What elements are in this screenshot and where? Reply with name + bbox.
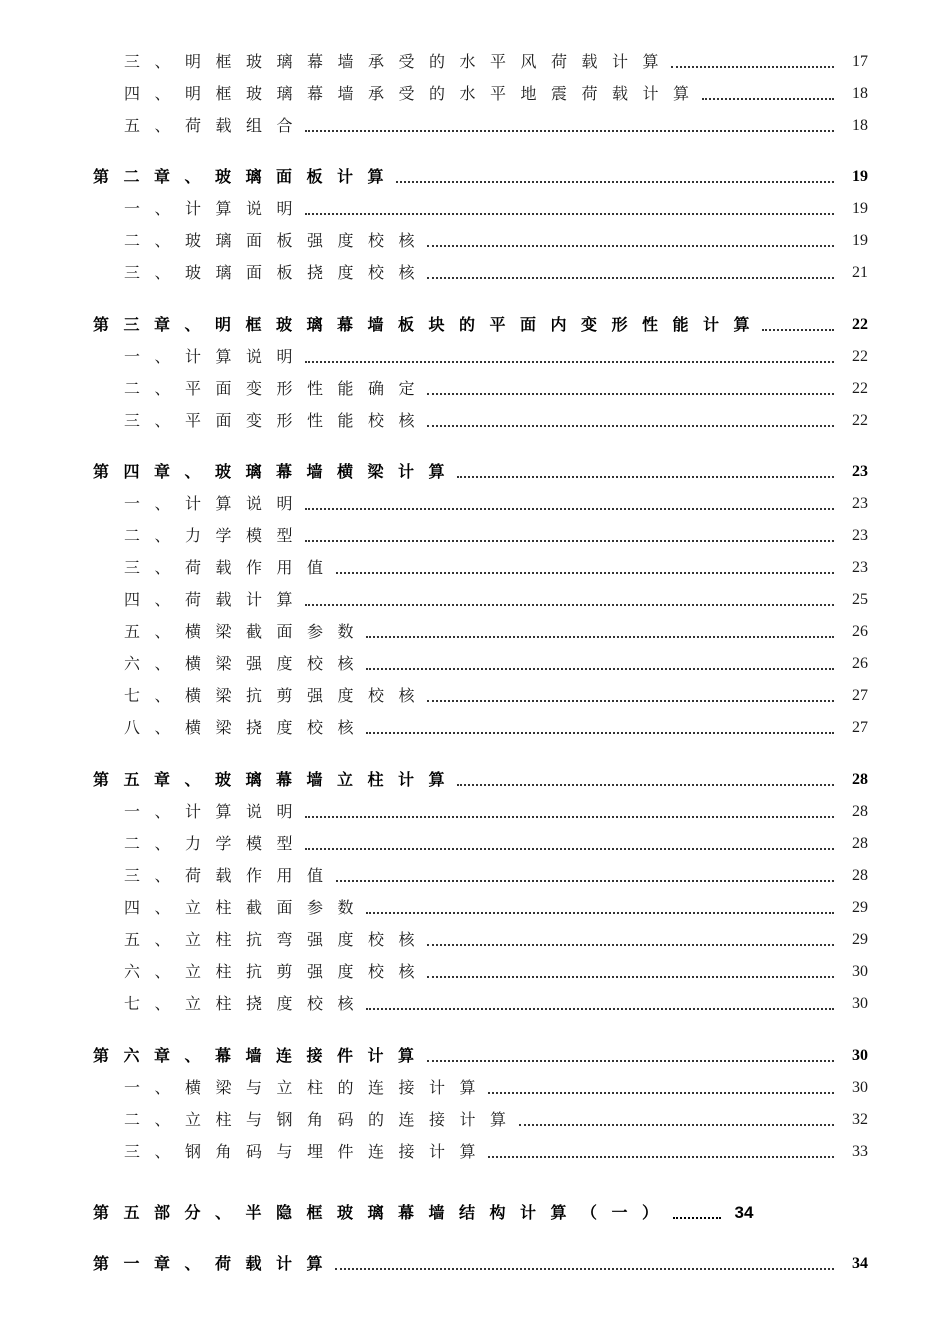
- toc-entry[interactable]: [0, 523, 950, 549]
- toc-page-number: 18: [852, 117, 868, 134]
- toc-page-number: 27: [852, 719, 868, 736]
- toc-leader-dots: [366, 732, 835, 734]
- toc-entry-title: 二、平面变形性能确定: [124, 379, 430, 398]
- toc-page-number: 30: [852, 963, 868, 980]
- toc-entry-title: 一、计算说明: [124, 802, 308, 821]
- toc-page-number: 18: [852, 85, 868, 102]
- toc-page-number: 25: [852, 591, 868, 608]
- toc-page-number: 34: [734, 1203, 754, 1222]
- toc-leader-dots: [366, 1008, 835, 1010]
- toc-page-number: 29: [852, 931, 868, 948]
- toc-entry[interactable]: [0, 927, 950, 953]
- toc-entry[interactable]: [0, 196, 950, 222]
- toc-leader-dots: [427, 700, 835, 702]
- toc-entry-title: 一、计算说明: [124, 494, 308, 513]
- toc-entry[interactable]: [0, 491, 950, 517]
- toc-entry[interactable]: [0, 344, 950, 370]
- toc-page-number: 17: [852, 53, 868, 70]
- toc-entry-title: 三、玻璃面板挠度校核: [124, 263, 430, 282]
- toc-entry-title: 五、立柱抗弯强度校核: [124, 930, 430, 949]
- toc-page-number: 28: [852, 835, 868, 852]
- toc-page-number: 34: [852, 1255, 868, 1272]
- toc-chapter-entry[interactable]: [0, 312, 950, 338]
- toc-leader-dots: [305, 508, 835, 510]
- toc-leader-dots: [396, 181, 835, 183]
- toc-entry[interactable]: [0, 376, 950, 402]
- toc-entry-title: 三、钢角码与埋件连接计算: [124, 1142, 491, 1161]
- toc-entry-title: 一、横梁与立柱的连接计算: [124, 1078, 491, 1097]
- toc-leader-dots: [427, 425, 835, 427]
- toc-page-number: 23: [852, 495, 868, 512]
- toc-entry[interactable]: [0, 408, 950, 434]
- toc-entry[interactable]: [0, 863, 950, 889]
- toc-entry-title: 五、荷载组合: [124, 116, 308, 135]
- toc-leader-dots: [671, 66, 835, 68]
- toc-page-number: 22: [852, 348, 868, 365]
- toc-page-number: 26: [852, 623, 868, 640]
- toc-page-number: 30: [852, 1047, 868, 1064]
- toc-leader-dots: [305, 540, 835, 542]
- toc-entry[interactable]: [0, 49, 950, 75]
- toc-page-number: 32: [852, 1111, 868, 1128]
- toc-entry[interactable]: [0, 555, 950, 581]
- toc-entry-title: 八、横梁挠度校核: [124, 718, 369, 737]
- toc-entry-title: 四、荷载计算: [124, 590, 308, 609]
- toc-entry-title: 二、立柱与钢角码的连接计算: [124, 1110, 521, 1129]
- toc-page-number: 23: [852, 463, 868, 480]
- toc-leader-dots: [427, 393, 835, 395]
- toc-entry-title: 第四章、玻璃幕墙横梁计算: [93, 462, 460, 481]
- toc-leader-dots: [336, 880, 835, 882]
- toc-leader-dots: [488, 1092, 835, 1094]
- toc-page-number: 23: [852, 527, 868, 544]
- toc-page-number: 22: [852, 380, 868, 397]
- toc-leader-dots: [488, 1156, 835, 1158]
- toc-entry[interactable]: [0, 81, 950, 107]
- toc-entry[interactable]: [0, 260, 950, 286]
- toc-page-number: 28: [852, 803, 868, 820]
- toc-leader-dots: [366, 668, 835, 670]
- toc-entry-title: 三、荷载作用值: [124, 558, 338, 577]
- toc-entry-title: 六、横梁强度校核: [124, 654, 369, 673]
- toc-chapter-entry[interactable]: [0, 767, 950, 793]
- toc-leader-dots: [702, 98, 835, 100]
- toc-leader-dots: [457, 784, 835, 786]
- toc-page-number: 19: [852, 200, 868, 217]
- toc-entry-title: 三、荷载作用值: [124, 866, 338, 885]
- toc-entry[interactable]: [0, 1075, 950, 1101]
- toc-entry[interactable]: [0, 113, 950, 139]
- toc-entry[interactable]: [0, 715, 950, 741]
- toc-entry-title: 三、平面变形性能校核: [124, 411, 430, 430]
- toc-page-number: 19: [852, 168, 868, 185]
- toc-leader-dots: [366, 912, 835, 914]
- toc-entry-title: 四、立柱截面参数: [124, 898, 369, 917]
- toc-part-entry[interactable]: [0, 1200, 950, 1226]
- toc-entry-title: 第五章、玻璃幕墙立柱计算: [93, 770, 460, 789]
- toc-entry[interactable]: [0, 651, 950, 677]
- toc-leader-dots: [427, 944, 835, 946]
- toc-leader-dots: [519, 1124, 835, 1126]
- toc-page-number: 33: [852, 1143, 868, 1160]
- toc-chapter-entry[interactable]: [0, 1043, 950, 1069]
- toc-leader-dots: [305, 816, 835, 818]
- toc-entry-title: 五、横梁截面参数: [124, 622, 369, 641]
- toc-entry-title: 二、力学模型: [124, 834, 308, 853]
- toc-page-number: 29: [852, 899, 868, 916]
- toc-leader-dots: [305, 604, 835, 606]
- toc-leader-dots: [366, 636, 835, 638]
- toc-entry-title: 第六章、幕墙连接件计算: [93, 1046, 429, 1065]
- toc-page-number: 30: [852, 1079, 868, 1096]
- toc-leader-dots: [427, 976, 835, 978]
- toc-entry-title: 三、明框玻璃幕墙承受的水平风荷载计算: [124, 52, 674, 71]
- toc-entry-title: 第二章、玻璃面板计算: [93, 167, 399, 186]
- toc-entry[interactable]: [0, 1139, 950, 1165]
- toc-leader-dots: [673, 1217, 721, 1219]
- toc-entry[interactable]: [0, 831, 950, 857]
- toc-page-number: 19: [852, 232, 868, 249]
- toc-entry-title: 第三章、明框玻璃幕墙板块的平面内变形性能计算: [93, 315, 765, 334]
- toc-leader-dots: [335, 1268, 835, 1270]
- toc-leader-dots: [427, 1060, 835, 1062]
- toc-entry-title: 二、力学模型: [124, 526, 308, 545]
- toc-entry-title: 一、计算说明: [124, 199, 308, 218]
- toc-leader-dots: [305, 361, 835, 363]
- toc-chapter-entry[interactable]: [0, 164, 950, 190]
- toc-entry-title: 六、立柱抗剪强度校核: [124, 962, 430, 981]
- toc-entry[interactable]: [0, 587, 950, 613]
- toc-entry[interactable]: [0, 895, 950, 921]
- toc-leader-dots: [336, 572, 835, 574]
- toc-entry[interactable]: [0, 619, 950, 645]
- toc-page-number: 26: [852, 655, 868, 672]
- toc-chapter-entry[interactable]: [0, 1251, 950, 1277]
- toc-entry-title: 七、横梁抗剪强度校核: [124, 686, 430, 705]
- toc-entry[interactable]: [0, 991, 950, 1017]
- toc-entry[interactable]: [0, 1107, 950, 1133]
- toc-leader-dots: [427, 277, 835, 279]
- toc-chapter-entry[interactable]: [0, 459, 950, 485]
- toc-leader-dots: [305, 130, 835, 132]
- toc-page-number: 23: [852, 559, 868, 576]
- toc-entry[interactable]: [0, 228, 950, 254]
- toc-page-number: 22: [852, 412, 868, 429]
- toc-entry-title: 第五部分、半隐框玻璃幕墙结构计算（一）: [93, 1203, 673, 1222]
- toc-page-number: 27: [852, 687, 868, 704]
- toc-entry[interactable]: [0, 683, 950, 709]
- toc-entry-title: 二、玻璃面板强度校核: [124, 231, 430, 250]
- toc-leader-dots: [305, 213, 835, 215]
- toc-leader-dots: [457, 476, 835, 478]
- toc-entry-title: 一、计算说明: [124, 347, 308, 366]
- toc-page-number: 28: [852, 771, 868, 788]
- toc-page-number: 22: [852, 316, 868, 333]
- toc-entry-title: 七、立柱挠度校核: [124, 994, 369, 1013]
- toc-entry[interactable]: [0, 959, 950, 985]
- toc-leader-dots: [762, 329, 835, 331]
- toc-entry-title: 第一章、荷载计算: [93, 1254, 338, 1273]
- toc-leader-dots: [305, 848, 835, 850]
- toc-page-number: 28: [852, 867, 868, 884]
- toc-page-number: 30: [852, 995, 868, 1012]
- toc-entry[interactable]: [0, 799, 950, 825]
- toc-leader-dots: [427, 245, 835, 247]
- toc-page-number: 21: [852, 264, 868, 281]
- toc-entry-title: 四、明框玻璃幕墙承受的水平地震荷载计算: [124, 84, 704, 103]
